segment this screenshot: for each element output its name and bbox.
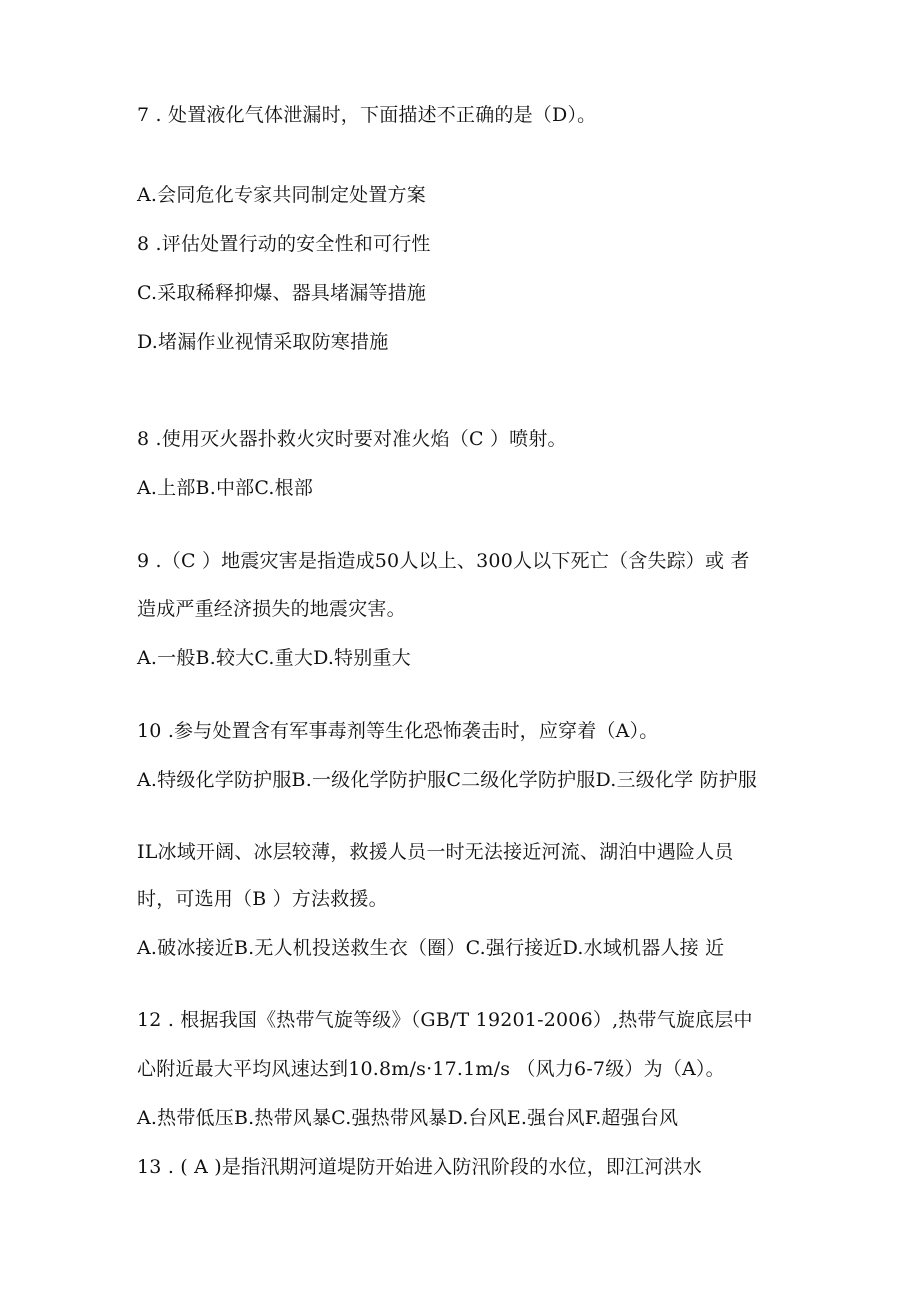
question-7-text: 7 . 处置液化气体泄漏时，下面描述不正确的是（D）。 <box>137 104 597 126</box>
question-11-text: IL冰域开阔、冰层较薄，救援人员一时无法接近河流、湖泊中遇险人员 <box>137 841 734 863</box>
question-9-options: A.一般B.较大C.重大D.特别重大 <box>137 647 411 669</box>
question-8-options: A.上部B.中部C.根部 <box>137 477 314 499</box>
question-12-text: 12 . 根据我国《热带气旋等级》（GB/T 19201-2006）,热带气旋底层中 <box>137 1009 753 1031</box>
question-12-text-cont: 心附近最大平均风速达到10.8m/s·17.1m/s （风力6-7级）为（A）。 <box>137 1058 725 1080</box>
question-11-text-cont: 时，可选用（B ）方法救援。 <box>137 888 388 910</box>
question-9-text-cont: 造成严重经济损失的地震灾害。 <box>137 598 406 620</box>
question-9-text: 9 .（C ）地震灾害是指造成50人以上、300人以下死亡（含失踪）或 者 <box>137 550 750 572</box>
option-d: D.堵漏作业视情采取防寒措施 <box>137 331 389 353</box>
question-11-options: A.破冰接近B.无人机投送救生衣（圈）C.强行接近D.水域机器人接 近 <box>137 937 725 959</box>
question-12-options: A.热带低压B.热带风暴C.强热带风暴D.台风E.强台风F.超强台风 <box>137 1107 679 1129</box>
option-a: A.会同危化专家共同制定处置方案 <box>137 184 426 206</box>
question-10-text: 10 .参与处置含有军事毒剂等生化恐怖袭击时，应穿着（A）。 <box>137 720 659 742</box>
question-8-text: 8 .使用灭火器扑救火灾时要对准火焰（C ）喷射。 <box>137 428 567 450</box>
question-13-text: 13 . ( A )是指汛期河道堤防开始进入防汛阶段的水位，即江河洪水 <box>137 1156 702 1178</box>
option-b: 8 .评估处置行动的安全性和可行性 <box>137 233 431 255</box>
question-10-options: A.特级化学防护服B.一级化学防护服C二级化学防护服D.三级化学 防护服 <box>137 769 758 791</box>
option-c: C.采取稀释抑爆、器具堵漏等措施 <box>137 282 427 304</box>
